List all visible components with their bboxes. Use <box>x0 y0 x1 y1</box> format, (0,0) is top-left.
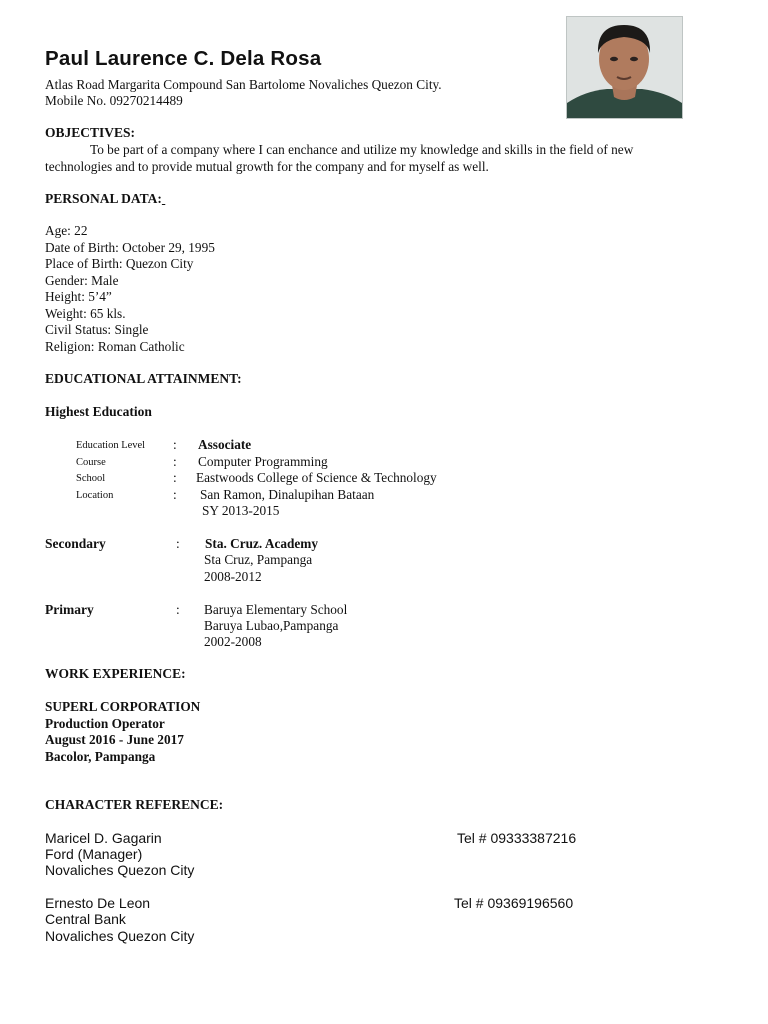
work-heading: WORK EXPERIENCE: <box>45 666 186 681</box>
colon-location: : <box>173 487 177 502</box>
secondary-label: Secondary <box>45 536 106 551</box>
colon-secondary: : <box>176 536 180 551</box>
work-position: Production Operator <box>45 716 165 731</box>
label-school: School <box>76 473 106 484</box>
value-school: Eastwoods College of Science & Technology <box>196 470 437 485</box>
primary-years: 2002-2008 <box>204 634 262 649</box>
colon-course: : <box>173 454 177 469</box>
colon-primary: : <box>176 602 180 617</box>
references-heading: CHARACTER REFERENCE: <box>45 797 224 812</box>
address: Atlas Road Margarita Compound San Bartolome Novaliches Quezon City. <box>45 77 442 92</box>
personal-birth-place: Place of Birth: Quezon City <box>45 256 194 271</box>
objectives-line-2: technologies and to provide mutual growth for the company and for myself as well. <box>45 159 489 174</box>
personal-age: Age: 22 <box>45 223 88 238</box>
reference-1-name: Maricel D. Gagarin <box>45 830 162 846</box>
label-course: Course <box>76 457 106 468</box>
personal-civil-status: Civil Status: Single <box>45 322 149 337</box>
personal-weight: Weight: 65 kls. <box>45 305 126 321</box>
reference-1-title: Ford (Manager) <box>45 846 143 862</box>
reference-1-location: Novaliches Quezon City <box>45 862 195 878</box>
colon-education-level: : <box>173 437 177 452</box>
personal-religion: Religion: Roman Catholic <box>45 338 185 354</box>
value-course: Computer Programming <box>198 454 328 469</box>
personal-height: Height: 5’4” <box>45 289 112 304</box>
reference-1-tel: Tel # 09333387216 <box>457 830 577 846</box>
reference-2-name: Ernesto De Leon <box>45 895 151 911</box>
highest-education-heading: Highest Education <box>45 404 152 419</box>
education-heading: EDUCATIONAL ATTAINMENT: <box>45 371 242 386</box>
mobile-number: Mobile No. 09270214489 <box>45 93 183 108</box>
secondary-school: Sta. Cruz. Academy <box>205 536 319 551</box>
work-location: Bacolor, Pampanga <box>45 749 156 764</box>
reference-2-location: Novaliches Quezon City <box>45 928 195 944</box>
objectives-heading: OBJECTIVES: <box>45 125 136 140</box>
objectives-line-1: To be part of a company where I can enchance and utilize my knowledge and skills in the field of new <box>90 142 634 157</box>
reference-2-title: Central Bank <box>45 911 126 927</box>
work-dates: August 2016 - June 2017 <box>45 732 184 747</box>
personal-gender: Gender: Male <box>45 272 119 288</box>
applicant-name: Paul Laurence C. Dela Rosa <box>45 47 322 70</box>
personal-birth-date: Date of Birth: October 29, 1995 <box>45 239 215 255</box>
value-location: San Ramon, Dinalupihan Bataan <box>200 487 375 502</box>
work-company: SUPERL CORPORATION <box>45 699 201 714</box>
label-location: Location <box>76 490 114 501</box>
reference-2-tel: Tel # 09369196560 <box>454 895 574 911</box>
value-school-year: SY 2013-2015 <box>202 503 280 518</box>
personal-data-heading-text: PERSONAL DATA: <box>45 191 162 206</box>
personal-data-heading <box>45 191 165 208</box>
label-education-level: Education Level <box>76 440 146 451</box>
primary-school: Baruya Elementary School <box>204 602 348 617</box>
personal-data-list <box>45 223 215 355</box>
value-education-level: Associate <box>198 437 252 452</box>
secondary-location: Sta Cruz, Pampanga <box>204 552 313 567</box>
colon-school: : <box>173 470 177 485</box>
primary-label: Primary <box>45 602 94 617</box>
profile-photo <box>566 16 683 119</box>
primary-location: Baruya Lubao,Pampanga <box>204 618 339 633</box>
secondary-years: 2008-2012 <box>204 569 262 584</box>
